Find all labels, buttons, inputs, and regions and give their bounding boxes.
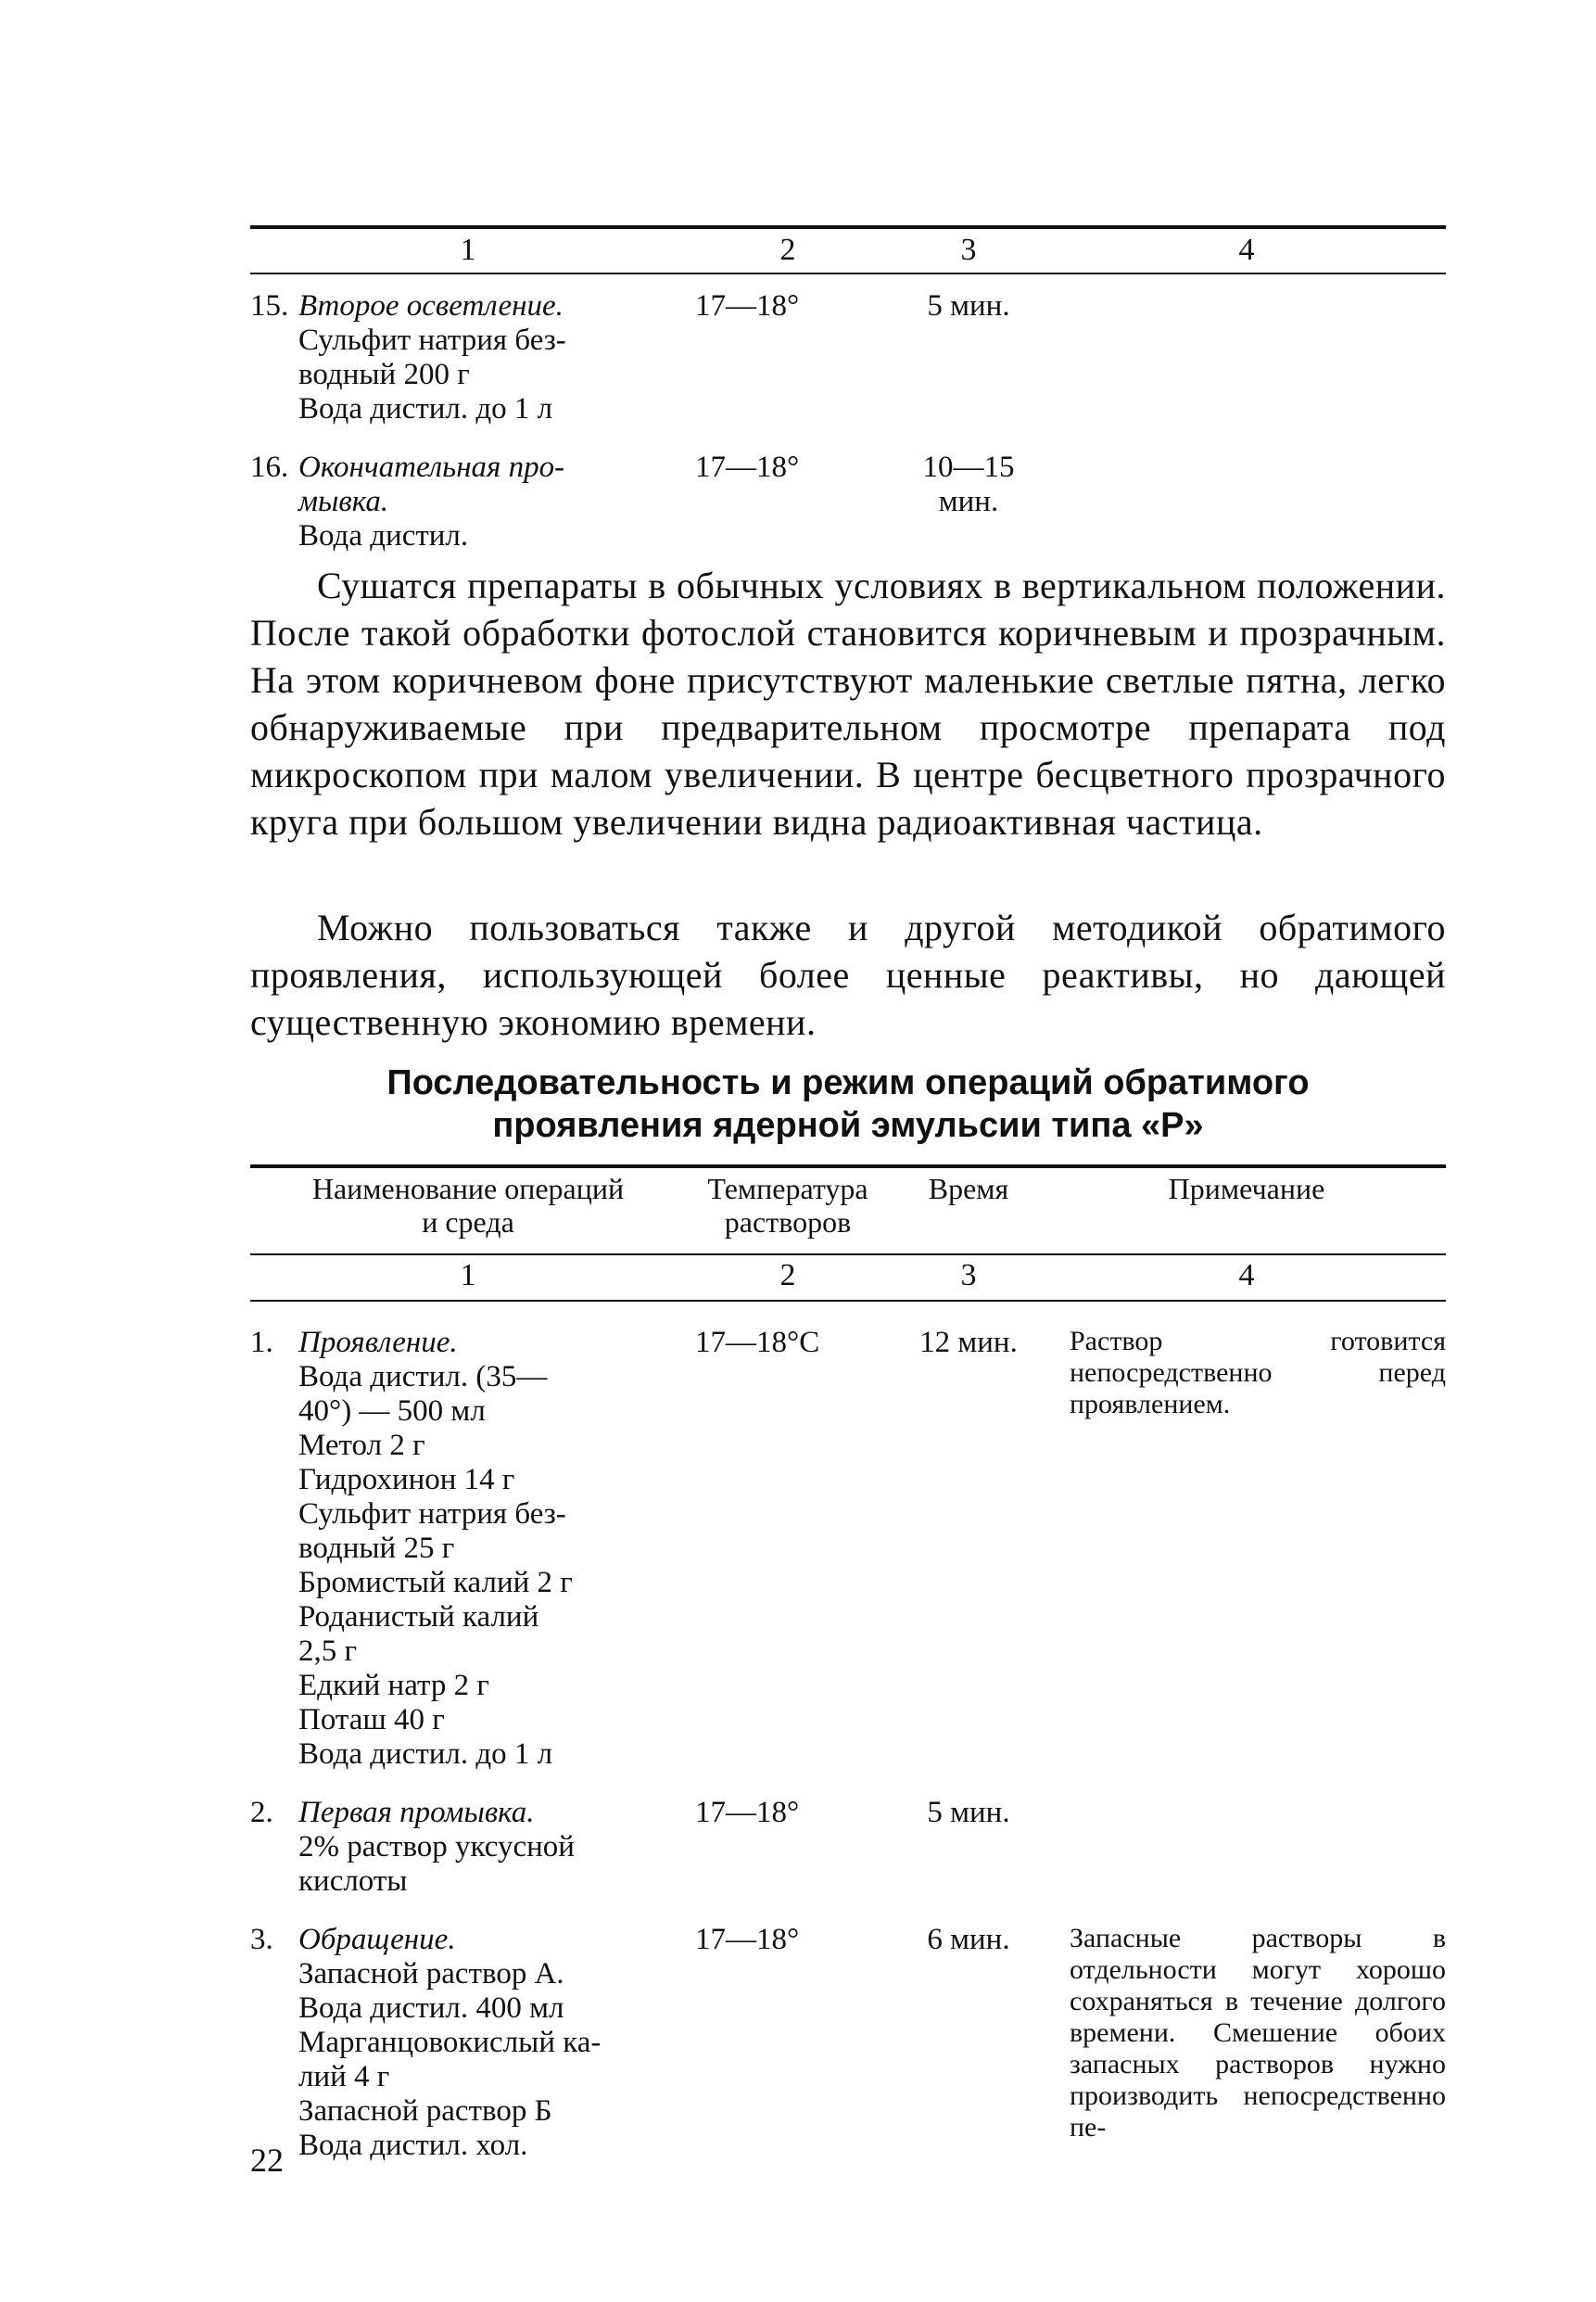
column-number-row: [250, 1257, 1446, 1298]
table-caption-line: Последовательность и режим операций обратимого: [386, 1063, 1310, 1102]
operation-line: Вода дистил.: [298, 519, 469, 553]
operation-cell: [250, 1796, 686, 1899]
column-number: 2: [779, 1258, 796, 1292]
temperature-cell: 17—18°: [695, 1923, 800, 1956]
operation-line: лий 4 г: [298, 2060, 390, 2093]
operation-line: Вода дистил. до 1 л: [298, 1737, 553, 1771]
note-cell: [1047, 289, 1446, 426]
note-cell: Раствор готовится непосредственно перед проявлением.: [1070, 1326, 1446, 1419]
time-cell: 6 мин.: [927, 1923, 1010, 1956]
header-time: Время: [928, 1172, 1009, 1205]
note-cell: [1047, 451, 1446, 553]
top-table-rule-top: [250, 225, 1446, 229]
column-number: 4: [1238, 233, 1255, 267]
top-table-column-numbers: [250, 232, 1446, 273]
header-operation: [250, 1172, 686, 1250]
time-cell: 12 мин.: [919, 1326, 1018, 1359]
operation-line: Марганцовокислый ка-: [298, 2026, 602, 2059]
table-row: [250, 1326, 1446, 1772]
operation-number: 3.: [250, 1923, 273, 1956]
operation-line: Вода дистил. 400 мл: [298, 1991, 564, 2025]
operation-number: 1.: [250, 1326, 273, 1359]
table-row: [250, 451, 1446, 553]
operation-line: Сульфит натрия без-: [298, 1497, 566, 1531]
operation-name-continued: мывка.: [298, 485, 389, 518]
time-cell: 5 мин.: [927, 289, 1010, 323]
main-table-body: [250, 1326, 1446, 2163]
top-table-body: [250, 289, 1446, 553]
temperature-cell: 17—18°: [695, 289, 800, 323]
top-table: [250, 232, 1446, 273]
operation-line: Запасной раствор Б: [298, 2094, 552, 2128]
operation-cell: [250, 1923, 686, 2163]
top-table-rule-mid: [250, 273, 1446, 274]
note-cell: Запасные растворы в отдельности могут хорошо сохраняться в течение долгого времени. Смешение обоих запасных растворов нужно производить непосредственно пе-: [1070, 1923, 1446, 2143]
operation-cell: [250, 451, 686, 553]
temperature-cell: 17—18°С: [695, 1326, 820, 1359]
main-table-header: [250, 1172, 1446, 1250]
operation-number: 2.: [250, 1796, 273, 1829]
operation-line: Роданистый калий: [298, 1600, 539, 1634]
operation-line: 40°) — 500 мл: [298, 1394, 486, 1428]
operation-line: водный 25 г: [298, 1532, 455, 1565]
note-cell: [1047, 1796, 1446, 1899]
operation-name: Проявление.: [298, 1326, 458, 1359]
main-table-rule-top: [250, 1164, 1446, 1168]
table-row: [250, 289, 1446, 426]
body-paragraph: Сушатся препараты в обычных условиях в вертикальном положении. После такой обработки фотослой становится коричневым и прозрачным. На этом коричневом фоне присутствуют маленькие светлые пятна, легко обнаруживаемые при предварительном просмотре препарата под микроскопом при малом увеличении. В центре бесцветного прозрачного круга при большом увеличении видна радиоактивная частица.: [250, 565, 1446, 843]
table-row: [250, 1923, 1446, 2163]
time-cell: 10—15 мин.: [922, 451, 1015, 518]
header-text: Наименование операций: [311, 1172, 625, 1205]
operation-line: Метол 2 г: [298, 1429, 425, 1462]
column-number: 4: [1238, 1258, 1255, 1292]
header-text: и среда: [422, 1205, 514, 1239]
header-text: Температура: [707, 1172, 868, 1205]
time-cell: 5 мин.: [927, 1796, 1010, 1829]
operation-name: Обращение.: [298, 1923, 456, 1956]
column-number: 1: [460, 233, 476, 267]
column-number: 1: [460, 1258, 476, 1292]
operation-number: 15.: [250, 289, 289, 323]
operation-line: Вода дистил. хол.: [298, 2129, 528, 2162]
operation-line: Поташ 40 г: [298, 1703, 445, 1736]
operation-line: Сульфит натрия без-: [298, 324, 566, 357]
column-number: 3: [960, 233, 977, 267]
table-row: [250, 1796, 1446, 1899]
temperature-cell: 17—18°: [695, 451, 800, 484]
header-temperature: [686, 1172, 890, 1250]
main-table-rule-header: [250, 1253, 1446, 1255]
operation-line: Гидрохинон 14 г: [298, 1463, 515, 1496]
operation-line: Запасной раствор А.: [298, 1957, 564, 1990]
table-caption: [250, 1062, 1446, 1147]
column-number: 3: [960, 1258, 977, 1292]
main-table-rule-numbers: [250, 1300, 1446, 1302]
operation-line: 2% раствор уксусной: [298, 1830, 575, 1863]
operation-cell: [250, 1326, 686, 1772]
operation-line: Бромистый калий 2 г: [298, 1566, 573, 1599]
main-table-column-numbers: [250, 1257, 1446, 1298]
operation-line: 2,5 г: [298, 1634, 358, 1668]
operation-number: 16.: [250, 451, 289, 484]
operation-line: Вода дистил. до 1 л: [298, 392, 553, 426]
operation-line: Вода дистил. (35—: [298, 1360, 548, 1393]
operation-name: Второе осветление.: [298, 289, 564, 323]
operation-line: водный 200 г: [298, 358, 470, 391]
main-table-header-row: [250, 1172, 1446, 1250]
operation-line: кислоты: [298, 1864, 408, 1898]
header-text: растворов: [724, 1205, 852, 1239]
operation-name: Первая промывка.: [298, 1796, 535, 1829]
operation-name: Окончательная про-: [298, 451, 565, 484]
header-note: Примечание: [1168, 1172, 1325, 1205]
table-caption-line: проявления ядерной эмульсии типа «Р»: [492, 1106, 1204, 1145]
body-paragraph: Можно пользоваться также и другой методикой обратимого проявления, использующей более ценные реактивы, но дающей существенную экономию времени.: [250, 907, 1446, 1043]
temperature-cell: 17—18°: [695, 1796, 800, 1829]
operation-line: Едкий натр 2 г: [298, 1669, 489, 1702]
operation-cell: [250, 289, 686, 426]
page-number: 22: [250, 2142, 284, 2179]
column-number: 2: [779, 233, 796, 267]
